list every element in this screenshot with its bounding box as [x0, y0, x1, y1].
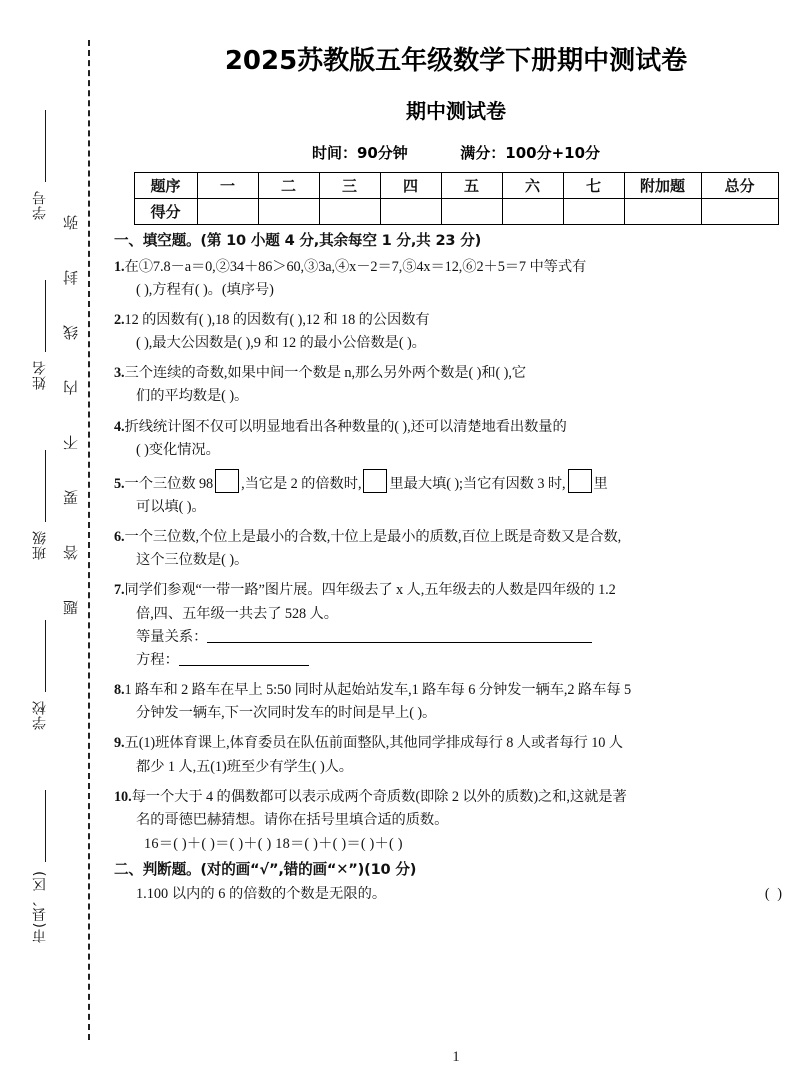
- question-text-line2[interactable]: 分钟发一辆车,下一次同时发车的时间是早上( )。: [136, 705, 437, 722]
- write-rule: [45, 280, 46, 352]
- question-5: [114, 469, 790, 519]
- score-table-col-3: 三: [319, 173, 380, 199]
- question-7-equation-row: [114, 649, 790, 672]
- score-cell[interactable]: [624, 199, 701, 225]
- student-field-label: 姓名: [32, 360, 48, 390]
- question-10-equations[interactable]: 16＝( )＋( )＝( )＋( ) 18＝( )＋( )＝( )＋( ): [144, 836, 403, 853]
- student-info-fields: [22, 110, 58, 960]
- question-text-line1: 在①7.8－a＝0,②34＋86＞60,③3a,④x－2＝7,⑤4x＝12,⑥2＋5＝7 中等式有: [124, 258, 587, 275]
- exam-sheet: [112, 0, 800, 1080]
- question-text-line1[interactable]: 三个连续的奇数,如果中间一个数是 n,那么另外两个数是( )和( ),它: [124, 365, 526, 382]
- question-text-line1[interactable]: 12 的因数有( ),18 的因数有( ),12 和 18 的公因数有: [124, 311, 430, 328]
- table-row-header: [134, 173, 778, 199]
- question-9: [114, 732, 790, 778]
- equation-label: 方程：: [136, 651, 179, 668]
- question-text-line1: 五(1)班体育课上,体育委员在队伍前面整队,其他同学排成每行 8 人或者每行 10 人: [124, 735, 623, 752]
- question-number: 1.: [114, 258, 125, 275]
- section-heading-true-false: 二、判断题。(对的画“√”,错的画“✕”)(10 分): [114, 861, 417, 879]
- answer-box[interactable]: [215, 469, 239, 493]
- score-cell[interactable]: [197, 199, 258, 225]
- question-number: 2.: [114, 311, 125, 328]
- seal-char: 不: [61, 435, 80, 450]
- question-number: 7.: [114, 582, 125, 599]
- exam-time-label: 时间：90分钟: [311, 144, 408, 162]
- question-text-line2[interactable]: 这个三位数是( )。: [136, 552, 249, 569]
- seal-char: 线: [61, 325, 80, 340]
- question-tf-1: [114, 882, 790, 906]
- page-number: 1: [452, 1049, 460, 1065]
- score-table-col-4: 四: [380, 173, 441, 199]
- questions-body: [112, 234, 800, 906]
- question-number: 4.: [114, 418, 125, 435]
- answer-box[interactable]: [568, 469, 592, 493]
- question-text-line1: 每一个大于 4 的偶数都可以表示成两个奇质数(即除 2 以外的质数)之和,这就是著: [131, 788, 627, 805]
- score-table: [134, 172, 779, 225]
- question-7: [114, 579, 790, 625]
- answer-paren[interactable]: ( ): [764, 885, 784, 902]
- question-number: 10.: [114, 788, 132, 805]
- question-number: 5.: [114, 475, 125, 492]
- answer-box[interactable]: [363, 469, 387, 493]
- page-title: 2025苏教版五年级数学下册期中测试卷: [224, 46, 688, 76]
- question-3: [114, 362, 790, 408]
- exam-total-label: 满分：100分+10分: [460, 144, 601, 162]
- seal-char: 要: [61, 490, 80, 505]
- question-text-line2[interactable]: ( ),最大公因数是( ),9 和 12 的最小公倍数是( )。: [136, 335, 426, 352]
- seal-char: 内: [61, 380, 80, 395]
- question-text-part-b: ,当它是 2 的倍数时,: [241, 475, 362, 492]
- question-number: 6.: [114, 529, 125, 546]
- question-text-part-d: 里: [593, 475, 608, 492]
- write-rule: [45, 620, 46, 692]
- student-field-xingming: [22, 280, 58, 450]
- seal-char: 封: [61, 270, 80, 285]
- question-text-line2: 倍,四、五年级一共去了 528 人。: [136, 605, 338, 622]
- relation-label: 等量关系：: [136, 628, 208, 645]
- student-field-label: 市(县、区): [32, 870, 48, 943]
- question-text-line2: 名的哥德巴赫猜想。请你在括号里填合适的质数。: [136, 811, 449, 828]
- student-field-shixianqu: [22, 790, 58, 960]
- score-table-col-total: 总分: [701, 173, 778, 199]
- question-10: [114, 786, 790, 832]
- score-cell[interactable]: [502, 199, 563, 225]
- seal-char: 题: [61, 600, 80, 615]
- question-text-line2[interactable]: 们的平均数是( )。: [136, 388, 249, 405]
- question-text-part-a: 一个三位数 98: [124, 475, 214, 492]
- left-seal-margin: [0, 0, 112, 1080]
- score-table-col-7: 七: [563, 173, 624, 199]
- relation-answer-rule[interactable]: [207, 629, 592, 643]
- score-cell[interactable]: [563, 199, 624, 225]
- question-number: 8.: [114, 682, 125, 699]
- question-2: [114, 309, 790, 355]
- score-cell[interactable]: [441, 199, 502, 225]
- question-text-line1: 一个三位数,个位上是最小的合数,十位上是最小的质数,百位上既是奇数又是合数,: [124, 529, 622, 546]
- question-text-line1: 1 路车和 2 路车在早上 5:50 同时从起始站发车,1 路车每 6 分钟发一辆车,2 路车每 5: [124, 682, 632, 699]
- score-table-row-label: 得分: [134, 199, 197, 225]
- exam-meta: [112, 142, 800, 163]
- score-cell[interactable]: [258, 199, 319, 225]
- score-table-col-2: 二: [258, 173, 319, 199]
- write-rule: [45, 790, 46, 862]
- question-text-line2[interactable]: ( )变化情况。: [136, 441, 220, 458]
- question-text-line2[interactable]: 可以填( )。: [136, 499, 206, 515]
- question-text-line1[interactable]: 折线统计图不仅可以明显地看出各种数量的( ),还可以清楚地看出数量的: [124, 418, 567, 435]
- question-7-relation-row: [114, 626, 790, 649]
- student-field-banji: [22, 450, 58, 620]
- question-number: 9.: [114, 735, 125, 752]
- write-rule: [45, 450, 46, 522]
- seal-char: 弥: [61, 215, 80, 230]
- seal-char: 答: [61, 545, 80, 560]
- question-6: [114, 526, 790, 572]
- score-table-row-label: 题序: [134, 173, 197, 199]
- question-text-line2[interactable]: ( ),方程有( )。(填序号): [136, 281, 274, 298]
- score-table-col-5: 五: [441, 173, 502, 199]
- student-field-label: 学号: [32, 190, 48, 220]
- score-table-col-6: 六: [502, 173, 563, 199]
- equation-answer-rule[interactable]: [179, 652, 309, 666]
- student-field-xuehao: [22, 110, 58, 280]
- section-heading-fill-in-blank: 一、填空题。(第 10 小题 4 分,其余每空 1 分,共 23 分): [114, 232, 482, 249]
- table-row-score: [134, 199, 778, 225]
- page-subtitle: 期中测试卷: [406, 99, 506, 123]
- question-text-line2[interactable]: 都少 1 人,五(1)班至少有学生( )人。: [136, 758, 353, 775]
- score-cell[interactable]: [319, 199, 380, 225]
- student-field-label: 学校: [32, 700, 48, 730]
- score-cell[interactable]: [380, 199, 441, 225]
- student-field-label: 班级: [32, 530, 48, 560]
- question-number: 3.: [114, 365, 125, 382]
- seal-dashed-line: [88, 40, 90, 1040]
- seal-warning-text: [57, 215, 85, 655]
- score-table-col-1: 一: [197, 173, 258, 199]
- question-number: 1.: [136, 885, 147, 902]
- question-1: [114, 256, 790, 302]
- question-body-text: 100 以内的 6 的倍数的个数是无限的。: [146, 885, 387, 902]
- question-4: [114, 416, 790, 462]
- score-cell[interactable]: [701, 199, 778, 225]
- student-field-xuexiao: [22, 620, 58, 790]
- question-text: [136, 882, 386, 906]
- question-text-part-c[interactable]: 里最大填( );当它有因数 3 时,: [389, 475, 566, 492]
- write-rule: [45, 110, 46, 182]
- score-table-col-bonus: 附加题: [624, 173, 701, 199]
- question-text-line1: 同学们参观“一带一路”图片展。四年级去了 x 人,五年级去的人数是四年级的 1.2: [124, 582, 616, 599]
- question-8: [114, 679, 790, 725]
